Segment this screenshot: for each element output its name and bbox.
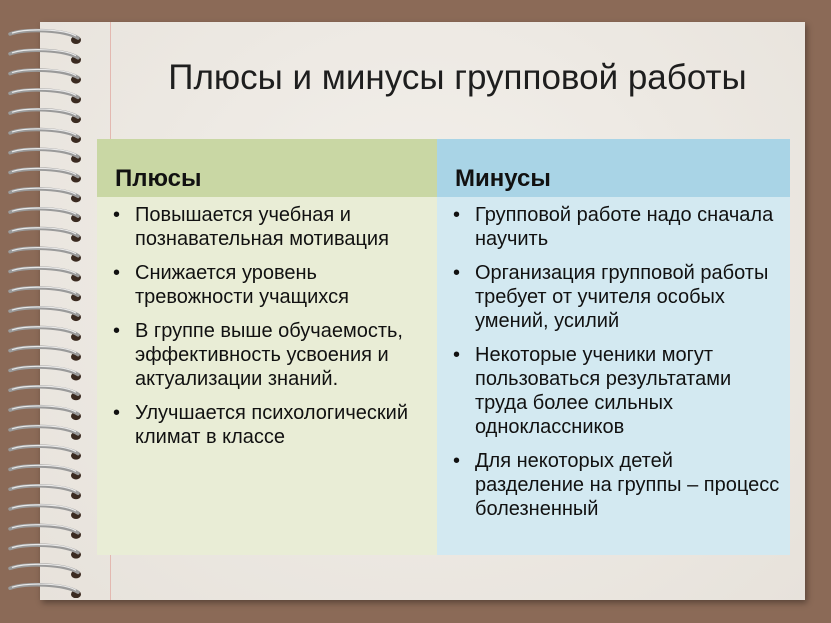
pros-header: Плюсы — [97, 139, 437, 197]
pros-item: • Улучшается психологический климат в классе — [135, 401, 429, 449]
cons-item: • Некоторые ученики могут пользоваться результатами труда более сильных одноклассников — [475, 343, 782, 439]
pros-item: • Повышается учебная и познавательная мотивация — [135, 203, 429, 251]
pros-cons-table — [97, 139, 790, 555]
cons-item: • Для некоторых детей разделение на группы – процесс болезненный — [475, 449, 782, 521]
pros-item: • Снижается уровень тревожности учащихся — [135, 261, 429, 309]
pros-item: • В группе выше обучаемость, эффективность усвоения и актуализации знаний. — [135, 319, 429, 391]
pros-list — [97, 197, 437, 449]
cons-header: Минусы — [437, 139, 790, 197]
cons-list — [437, 197, 790, 521]
spiral-binding-icon — [6, 24, 86, 598]
cons-item: • Организация групповой работы требует от учителя особых умений, усилий — [475, 261, 782, 333]
cons-cell — [437, 197, 790, 555]
cons-item: • Групповой работе надо сначала научить — [475, 203, 782, 251]
pros-cell — [97, 197, 437, 555]
slide-title: Плюсы и минусы групповой работы — [168, 58, 747, 97]
